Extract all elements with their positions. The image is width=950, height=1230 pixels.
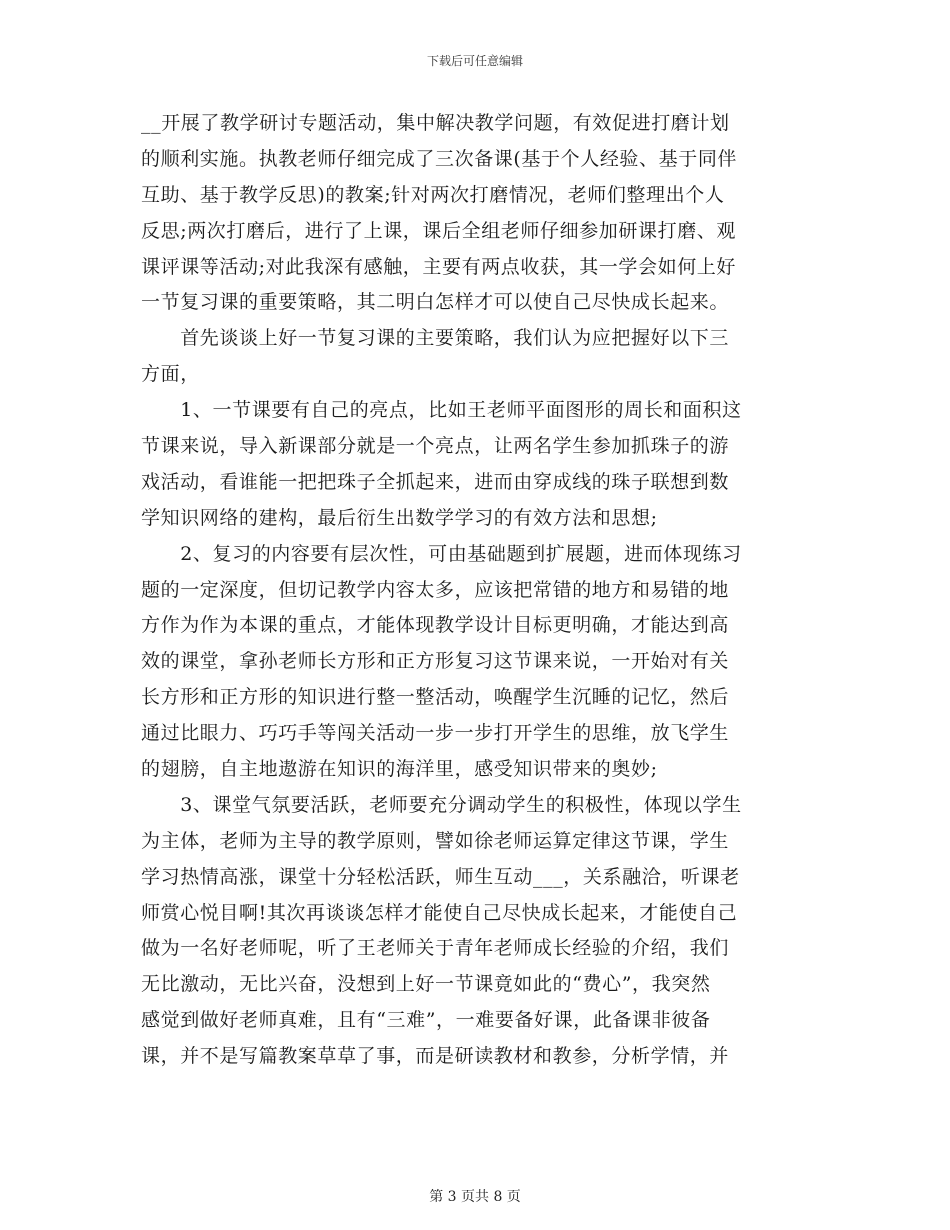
text-line: 1、一节课要有自己的亮点，比如王老师平面图形的周长和面积这	[141, 399, 742, 422]
text-line: 方作为作为本课的重点，才能体现教学设计目标更明确，才能达到高	[141, 614, 730, 637]
text-line: 学知识网络的建构，最后衍生出数学学习的有效方法和思想;	[141, 506, 658, 529]
text-line: 3、课堂气氛要活跃，老师要充分调动学生的积极性，体现以学生	[141, 793, 742, 816]
text-line: 课评课等活动;对此我深有感触，主要有两点收获，其一学会如何上好	[141, 255, 737, 278]
text-line: 长方形和正方形的知识进行整一整活动，唤醒学生沉睡的记忆，然后	[141, 686, 730, 709]
text-line: 2、复习的内容要有层次性，可由基础题到扩展题，进而体现练习	[141, 542, 742, 565]
page-number: 第 3 页共 8 页	[429, 1189, 521, 1205]
page-header: 下载后可任意编辑	[426, 54, 523, 68]
text-line: 题的一定深度，但切记教学内容太多，应该把常错的地方和易错的地	[141, 578, 730, 601]
text-line: 无比激动，无比兴奋，没想到上好一节课竟如此的“费心”，我突然	[141, 973, 711, 996]
text-line: 戏活动，看谁能一把把珠子全抓起来，进而由穿成线的珠子联想到数	[141, 470, 730, 493]
text-line: 学习热情高涨，课堂十分轻松活跃，师生互动___，关系融洽，听课老	[141, 865, 740, 888]
text-line: 师赏心悦目啊!其次再谈谈怎样才能使自己尽快成长起来，才能使自己	[141, 901, 738, 924]
text-line: 节课来说，导入新课部分就是一个亮点，让两名学生参加抓珠子的游	[141, 435, 730, 458]
text-line: 方面，	[141, 363, 200, 386]
text-line: 首先谈谈上好一节复习课的主要策略，我们认为应把握好以下三	[141, 327, 730, 350]
text-line: 一节复习课的重要策略，其二明白怎样才可以使自己尽快成长起来。	[141, 291, 730, 314]
text-line: 效的课堂，拿孙老师长方形和正方形复习这节课来说，一开始对有关	[141, 650, 730, 673]
text-line: __开展了教学研讨专题活动，集中解决教学问题，有效促进打磨计划	[141, 112, 730, 134]
text-line: 的翅膀，自主地遨游在知识的海洋里，感受知识带来的奥妙;	[141, 758, 658, 781]
text-line: 做为一名好老师呢，听了王老师关于青年老师成长经验的介绍，我们	[141, 937, 730, 960]
text-line: 为主体，老师为主导的教学原则，譬如徐老师运算定律这节课，学生	[141, 829, 730, 852]
text-line: 反思;两次打磨后，进行了上课，课后全组老师仔细参加研课打磨、观	[141, 219, 737, 242]
text-line: 通过比眼力、巧巧手等闯关活动一步一步打开学生的思维，放飞学生	[141, 722, 730, 745]
text-line: 的顺利实施。执教老师仔细完成了三次备课(基于个人经验、基于同伴	[141, 147, 738, 170]
document-body	[141, 106, 813, 1075]
text-line: 感觉到做好老师真难，且有“三难”，一难要备好课，此备课非彼备	[141, 1009, 711, 1032]
text-line: 课，并不是写篇教案草草了事，而是研读教材和教参，分析学情，并	[141, 1045, 730, 1068]
text-line: 互助、基于教学反思)的教案;针对两次打磨情况，老师们整理出个人	[141, 183, 725, 206]
